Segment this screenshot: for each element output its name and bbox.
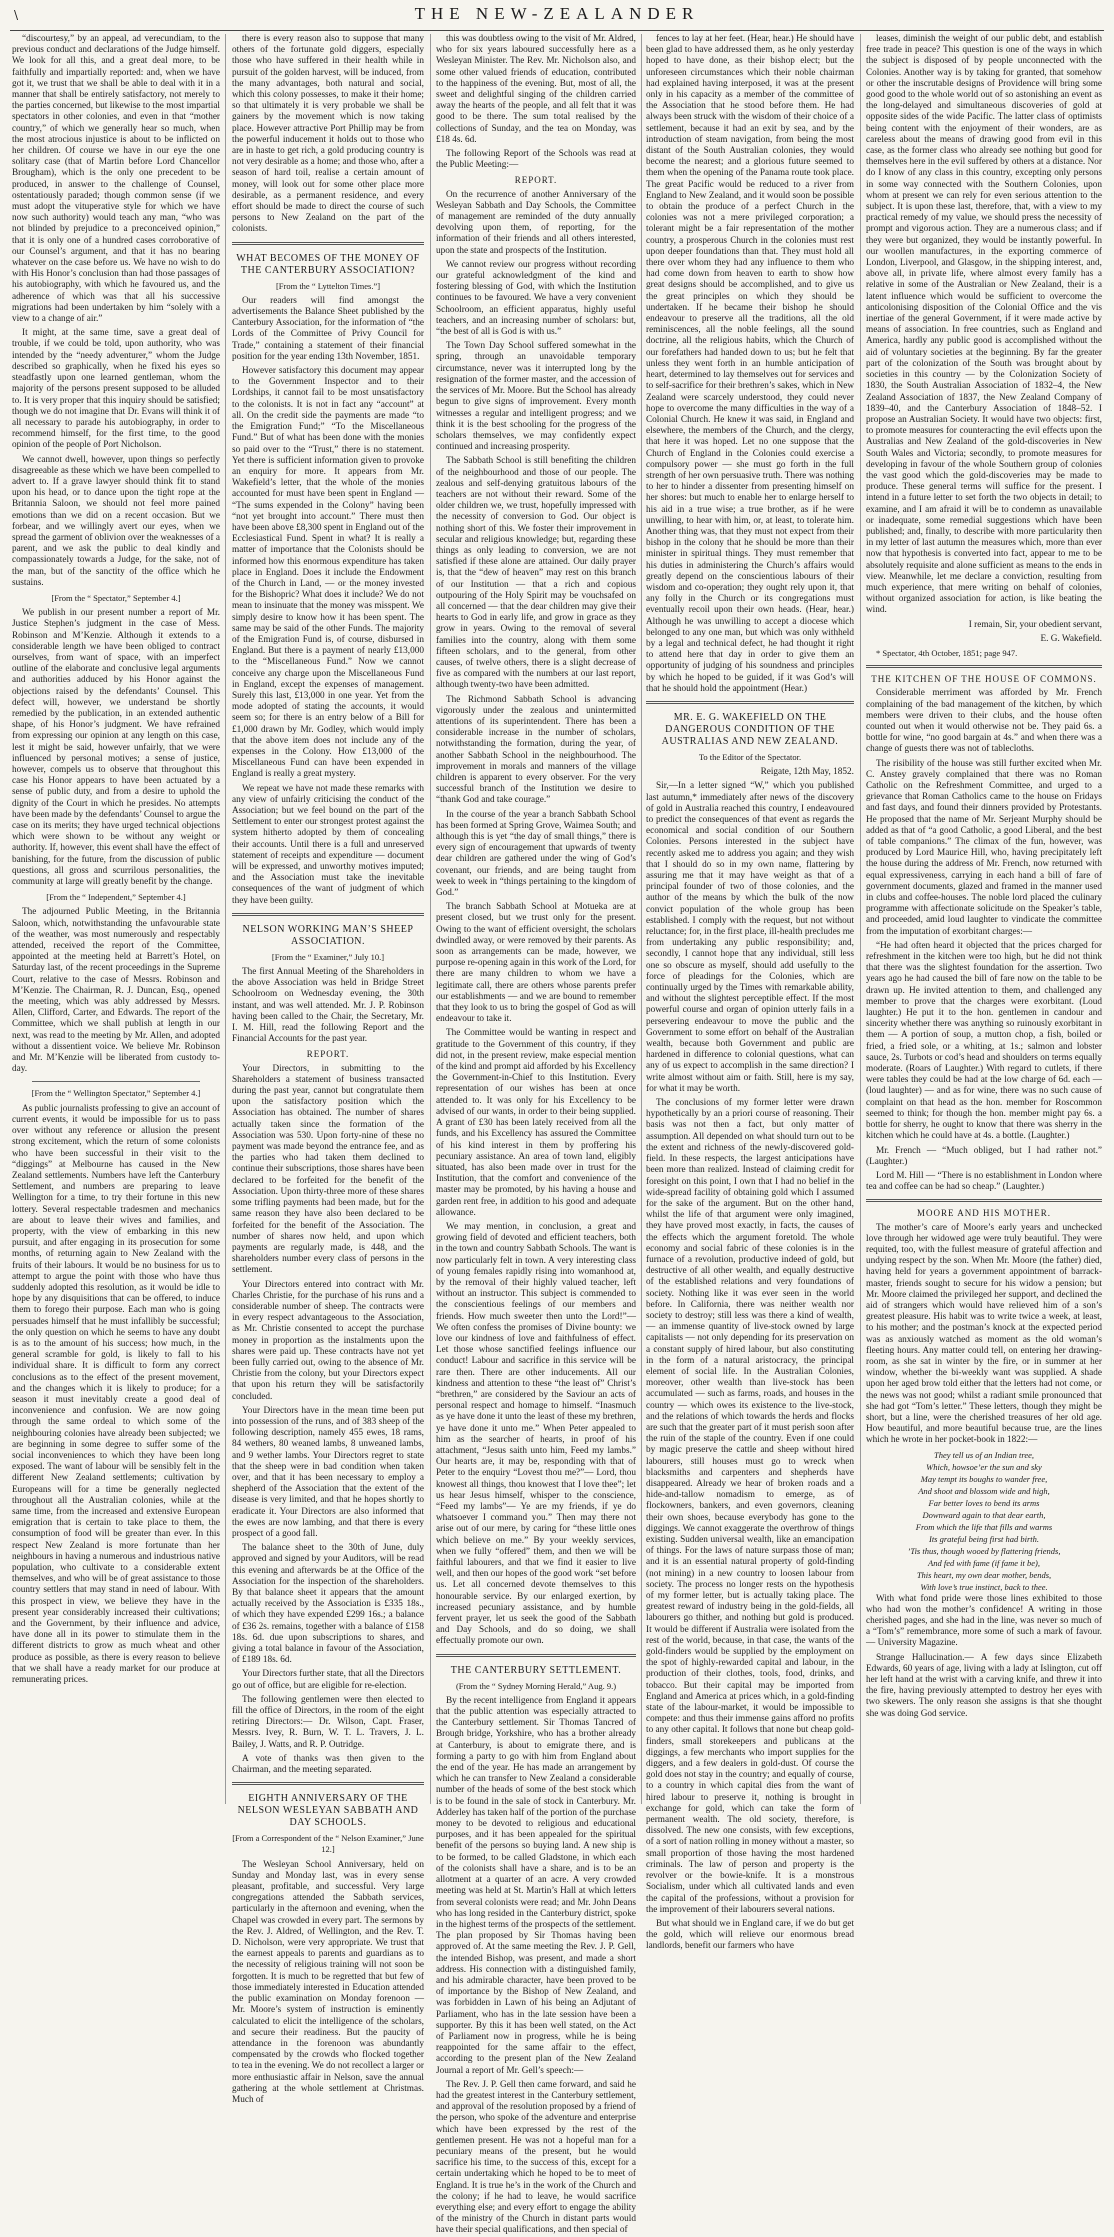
section-rule xyxy=(436,1654,636,1657)
masthead-rule xyxy=(10,30,1104,31)
paragraph: Your Directors further state, that all the Directors go out of office, but are eligible for re-election. xyxy=(232,1669,424,1691)
verse-line: Downward again to that dear earth, xyxy=(922,1509,1046,1520)
paragraph: leases, diminish the weight of our public debt, and establish free trade in peace? This question is one of the ways in which the subject is disposed of by people unconnected with the Colonies. Another way is by taking for granted, that somehow or other the inscrutable designs of Providence will bring some good good to the whole world out of so astonishing an event as the long-delayed and simultaneous discoveries of gold at opposite sides of the wide Pacific. The latter class of optimists being content with the enjoyment of their wonders, are as careless about the means of drawing good from evil in this case, as the former class who already see nothing but good for themselves here in the evil suffered by others at a distance. Nor do I know of any class in this country, excepting only persons in some way connected with the Southern Colonies, upon whom at present we can rely for even serious attention to the subject. It is upon these last, therefore, that, with a view to my practical remedy of my value, we should press the necessity of prompt and vigorous action. They are a numerous class; and if they were but organized, they would be instantly powerful. In our woollen manufactures, in the exporting commerce of London, Liverpool, and Glasgow, in the shipping interest, and, above all, in private life, where almost every family has a relative in some of the Australian or New Zealand, their is a latent influence which would be sufficient to overcome the anticolonising disposition of the Colonial Office and the vis inertiae of the general Government, if it were made active by means of association. In free countries, such as England and America, hardly any public good is accomplished without the aid of voluntary societies at the beginning. By far the greater part of the colonization of the South was brought about by societies in this country — by the Colonization Society of 1830, the South Australian Association of 1832–4, the New Zealand Association of 1837, the New Zealand Company of 1839–40, and the Canterbury Association of 1848–52. I propose an Australian Society. It would have two objects: first, to promote measures for counteracting the evil effects upon the Australias and New Zealand of the gold-discoveries in New South Wales and Victoria; secondly, to promote measures for developing in favour of the whole Southern group of colonies the vast good which the gold-discoveries may be made to produce. These general terms will suffice for the present. I intend in a future letter to set forth the two objects in detail; to examine, and I am afraid it will be to condemn as unavailable or inadequate, some remedial suggestions which have been published; and, finally, to describe with more particularity then in my letter of last autumn the measures which, more than ever now that hypothesis is converted into fact, appear to me to be absolutely requisite and alone sufficient as means to the ends in view. Meanwhile, let me declare a conviction, resulting from much experience, that mere writing on behalf of colonies, without organized association for action, is like beating the wind. xyxy=(866,34,1102,616)
paragraph: The Committee would be wanting in respect and gratitude to the Government of this country, if they did not, in the present review, make especial mention of the kind and prompt aid afforded by his Excellency the Government-in-Chief to this Institution. Every representation of our wishes has been at once attended to. It was only for his Excellency to be advised of our wants, in order to their being supplied. A grant of £30 has been lately received from all the funds, and his Excellency has assured the Committee of his kind interest in them by proffering his pecuniary assistance. An area of town land, eligibly situated, has also been made over in trust for the Institution, that the comfort and convenience of the master may be promoted, by his having a house and garden rent free, in addition to his good and adequate allowance. xyxy=(436,1028,636,1218)
paragraph: We cannot review our progress without recording our grateful acknowledgment of the kind and fostering blessing of God, with which the Institution continues to be favoured. We have a very convenient Schoolroom, an efficient apparatus, highly useful teachers, and an increasing number of scholars: but, “the best of all is God is with us.” xyxy=(436,259,636,338)
paragraph: In the course of the year a branch Sabbath School has been formed at Spring Grove, Waimea South; and although this is yet “the day of small things,” there is every sign of encouragement that upwards of twenty dear children are gathered under the wing of God’s covenant, our friends, and are being taught from week to week in “things pertaining to the kingdom of God.” xyxy=(436,809,636,899)
verse-line: Far better loves to bend its arms xyxy=(928,1497,1040,1508)
section-rule xyxy=(646,701,854,704)
paragraph: Lord M. Hill — “There is no establishment in London where tea and coffee can be had so cheap.” (Laughter.) xyxy=(866,1170,1102,1193)
paragraph: fences to lay at her feet. (Hear, hear.) He should have been glad to have addressed them, as he only yesterday hoped to have done, as their bishop elect; but the unforeseen circumstances which their noble chairman had explained having interposed, it was at the present only in his capacity as a member of the committee of the Association that he stood before them. He had always been struck with the wisdom of their choice of a settlement, because it had an exit by sea, and by the introduction of steam navigation, from being the most distant of the South Australian colonies, they would become the nearest; and a glorious future seemed to them when the opening of the Panama route took place. The great Pacific would be reduced to a river from England to New Zealand, and it would soon be possible to obtain the produce of a perfect Church in the colonies was not a mere privileged corporation; a tolerant might be a fair representation of the mother country, a prosperous Church in the colonies must rest upon deeper foundations than that. They must hold all there over whom they had any influence to them who had come down from heaven to earth to show how great designs should be accomplished, and to give us the great principles on which they should be undertaken. If he became their bishop he should endeavour to preserve all the traditions, all the old reminiscences, all the noble feelings, all the sound doctrine, all the religious habits, which the Church of our forefathers had handed down to us; but he felt that unless they went forth in an humble anticipation of heart, determined to lay themselves out for services and to self-sacrifice for their brethren’s sakes, which in New Zealand were scarcely understood, they could never hope to overcome the many difficulties in the way of a Colonial Church. He knew it was said, in England and elsewhere, the members of the Church, and the clergy, that here it was hoped. Let no one suppose that the Church of England in the Colonies could exercise a compulsory power — she must go forth in the full strength of her own persuasive truth. There was nothing to her to hinder a dissenter from presenting himself on her shores: but much to enable her to enlarge herself to his aid in a true wise; a true brother, as if he were unwilling, to hear with him, or, at least, to tolerate him. Another thing was, that they must not expect from their bishop in the colony that he should be more than their minister in spiritual things. They must remember that his duties in administering the Church’s affairs would greatly depend on the conscientious labours of their wisdom and co-operation; they ought rely upon it, that any folly in the Church or its congregations must eventually recoil upon their own heads. (Hear, hear.) Although he was unwilling to accept a diocese which belonged to any one man, but which was only withheld by a legal and technical defect, he had thought it right to attend here that day in order to give them an opportunity of judging of his soundness and principles by which he hoped to be guided, if it was God’s will that he should hold the appointment (Hear.) xyxy=(646,34,854,694)
paragraph: Strange Hallucination.— A few days since Elizabeth Edwards, 60 years of age, living with a lady at Islington, cut off her left hand at the wrist with a carving knife, and threw it into the fire, having previously attempted to destroy her eyes with two skewers. The only reason she assigns is that she thought she was doing God service. xyxy=(866,1652,1102,1719)
paragraph: “He had often heard it objected that the prices charged for refreshment in the kitchen were too high, but he did not think that there was the slightest foundation for the assertion. Two years ago he had caused the bill of fare now on the table to be drawn up. He invited attention to them, and challenged any member to prove that the charges were exorbitant. (Loud laughter.) He put it to the hon. gentlemen in candour and sincerity whether there was anything so ruinously exorbitant in them — A portion of soup, a mutton chop, a fish, boiled or fried, a fried sole, or a whiting, at 1s.; salmon and lobster sauce, 2s. Turbots or cod’s head and shoulders on terms equally moderate. (Roars of Laughter.) With regard to cutlets, if there were tables they could be had at the low charge of 6d. each — (loud laughter) — and as for wine, there was no such cause of complaint on that head as the hon. member for Roscommon seemed to think; for though the hon. member might pay 6s. a bottle for sherry, he ought to know that there was sherry in the kitchen which he could have at 4s. a bottle. (Laughter.) xyxy=(866,940,1102,1142)
section-heading: THE KITCHEN OF THE HOUSE OF COMMONS. xyxy=(871,674,1097,685)
verse-line: This heart, my own dear mother, bends, xyxy=(916,1569,1052,1580)
paragraph: Sir,—In a letter signed “W,” which you published last autumn,* immediately after news of the discovery of gold in Australia reached this country, I endeavoured to predict the consequences of that event as regards the economical and social condition of our Southern Colonies. Persons interested in the subject have recently asked me to address you again; and they wish that I should do so in my own name, flattering by assuring me that it may have weight as that of a principal founder of two of those colonies, and the author of the means by which the bulk of the now convict population of the whole group has been established. I comply with the request, but not without reluctance; for, in the first place, ill-health precludes me from undertaking any public responsibility; and, secondly, I cannot hope that any individual, still less one so obscure as myself, should add usefully to the force of pleadings for the Colonies, which are continually urged by the Times with remarkable ability, and without the slightest perceptible effect. If the most powerful course and organ of opinion utterly fails in a persevering endeavour to move the public and the Government to some effort on behalf of the Australian wealth, because both Government and public are hardened in difference to colonial questions, what can any of us expect to accomplish in the same direction? I write almost without aim or faith. Still, here is my say, for what it may be worth. xyxy=(646,781,854,1094)
article-headline: EIGHTH ANNIVERSARY OF THE NELSON WESLEYAN SABBATH AND DAY SCHOOLS. xyxy=(237,1793,419,1829)
paragraph: “discourtesy,” by an appeal, ad verecundiam, to the previous conduct and declarations of the Judge himself. We look for all this, and a great deal more, to be faithfully and impartially reported: and, when we have got it, we trust that we shall be able to deal with it in a manner that shall be entirely satisfactory, not merely to the parties concerned, but likewise to the most impartial spectators in other colonies, and even in that “mother country,” of which we generally hear so much, when the most atrocious injustice is about to be inflicted on her children. Of course we have in our eye the one solitary case (that of Martin before Lord Chancellor Brougham), which is the only one precedent to be produced, in answer to the challenge of Counsel, ostentatiously paraded; though common sense (if we must adopt the vituperative style for which we have now such authority) would teach any man, “who was not blinded by prejudice to a preconceived opinion,” that it is only one of a hundred cases corroborative of our Counsel’s argument, and that it has no bearing whatever on the case before us. We have no wish to do with His Honor’s conclusion than had those passages of his autobiography, with which he favoured us, and the adherence of which was that all his successive migrations had been undertaken by him “solely with a view to a change of air.” xyxy=(12,34,220,325)
paragraph: We repeat we have not made these remarks with any view of unfairly criticising the conduct of the Association; but we feel bound on the part of the Settlement to enter our strongest protest against the system hitherto adopted by them of concealing their accounts. Until there is a full and unreserved statement of receipts and expenditure — document will be expressed, and unworthy motives imputed; and the Association must take the inevitable consequences of the want of judgment of which they have been guilty. xyxy=(232,783,424,906)
section-rule xyxy=(232,1782,424,1785)
paragraph: Your Directors, in submitting to the Shareholders a statement of business transacted during the past year, cannot but congratulate them upon the satisfactory position which the Association has obtained. The number of shares actually taken since the formation of the Association was 530. Upon forty-nine of these no payment was made beyond the entrance fee, and as the parties who had taken them declined to continue their subscriptions, those shares have been declared to be forfeited for the benefit of the Association. Upon thirty-three more of these shares some trifling payments had been made, but for the same reason they have also been declared to be forfeited for the benefit of the Association. The number of shares now held, and upon which payments are regularly made, is 448, and the shareholders number every class of persons in the settlement. xyxy=(232,1063,424,1276)
paragraph: However satisfactory this document may appear to the Government Inspector and to their Lordships, it cannot fail to be most unsatisfactory to the colonists. It is not in fact any “account” at all. On the credit side the payments are made “to the Emigration Fund;” “To the Miscellaneous Fund.” But of what has been done with the monies so paid over to the “Trust,” there is no statement. Yet there is sufficient information given to provoke an enquiry for more. It appears from Mr. Wakefield’s letter, that the whole of the monies accounted for must have been spent in England — “The sums expended in the Colony” having been “not yet brought into account.” There must then have been above £8,300 spent in England out of the Ecclesiastical Fund. Spent in what? It is really a matter of importance that the Colonists should be informed how this enormous expenditure has taken place in England. Does it include the Endowment of the Church in Land, — or the money invested for the Bishopric? What does it include? We do not mean to insinuate that the money was misspent. We simply desire to know how it has been spent. The same may be said of the other Funds. The majority of the Emigration Fund is, of course, disbursed in England. But there is a payment of nearly £13,000 to the “Miscellaneous Fund.” Now we cannot conceive any charge upon the Miscellaneous Fund in England, except the expenses of management. Surely this last, £13,000 in one year. Yet from the mode adopted of stating the accounts, it would seem so; for there is an entry below of a Bill for £1,000 drawn by Mr. Godley, which would imply that the above item does not include any of the expenses in the Colony. How £13,000 of the Miscellaneous Fund can have been expended in England is really a great mystery. xyxy=(232,366,424,780)
dedication-line: To the Editor of the Spectator. xyxy=(698,751,802,762)
paragraph: The risibility of the house was still further excited when Mr. C. Anstey gravely complained that there was no Roman Catholic on the Refreshment Committee, and urged to a grievance that Roman Catholics came to the house on Fridays and fast days, and found their dinners provided by Protestants. He proposed that the name of Mr. Serjeant Murphy should be added as that of “a good Catholic, a good Liberal, and the best of table companions.” The climax of the fun, however, was produced by Lord Maurice Hill, who, having precipitately left the house during the address of Mr. French, now returned with equal expressiveness, carrying in each hand a bill of fare of government documents, glazed and framed in the manner used in clubs and coffee-houses. The noble lord placed the culinary programme with affectionate solicitude on the Speaker’s table, and proceeded, amid loud laughter to vindicate the committee from the imputation of exorbitant charges:— xyxy=(866,758,1102,937)
verse-line: They tell us of an Indian tree, xyxy=(933,1449,1035,1460)
paragraph: A vote of thanks was then given to the Chairman, and the meeting separated. xyxy=(232,1753,424,1776)
source-line: [From the “ Independent,” September 4.] xyxy=(46,892,186,903)
signature-line: I remain, Sir, your obedient servant, xyxy=(968,619,1102,630)
paragraph: this was doubtless owing to the visit of Mr. Aldred, who for six years laboured successfully here as a Wesleyan Minister. The Rev. Mr. Nicholson also, and some other valued friends of education, contributed to the happiness of the evening. But, most of all, the sweet and delightful singing of the children carried away the hearts of the people, and all felt that it was good to be there. The sum total realised by the collections of Sunday, and the tea on Monday, was £18 4s. 6d. xyxy=(436,34,636,145)
column-divider xyxy=(860,34,861,1804)
source-line: [From the “ Lyttelton Times.”] xyxy=(275,280,381,291)
paragraph: The first Annual Meeting of the Shareholders in the above Association was held in Bridge Street Schoolroom on Wednesday evening, the 30th instant, and was well attended. Mr. J. P. Robinson having been called to the Chair, the Secretary, Mr. I. M. Hill, read the following Report and the Financial Accounts for the past year. xyxy=(232,967,424,1045)
paragraph: there is every reason also to suppose that many others of the fortunate gold diggers, especially those who have suffered in their health while in pursuit of the golden harvest, will be induced, from the many advantages, both natural and social, which this colony possesses, to make it their home; so that ultimately it is very probable we shall be gainers by the movement which is now taking place. However attractive Port Phillip may be from the powerful inducement it holds out to those who are in haste to get rich, a gold producing country is not very desirable as a home; and those who, after a season of hard toil, realise a certain amount of money, will look out for some other place more desirable, as a permanent residence, and every effort should be made to direct the course of such persons to New Zealand on the part of the colonists. xyxy=(232,34,424,235)
section-rule xyxy=(32,1081,200,1082)
verse-line: And shoot and blossom wide and high, xyxy=(918,1485,1050,1496)
section-rule xyxy=(232,913,424,916)
paragraph: The Rev. J. P. Gell then came forward, and said he had the greatest interest in the Canterbury settlement, and approval of the resolution proposed by a friend of the person, who spoke of the adventure and enterprise which have been expressed by the rest of the gentlemen present. He was not a hopeful man for a pecuniary means of the present, but he would sacrifice his time, to the success of this, except for a certain undertaking which he hoped to be to meet of England. It is true he’s in the work of the Church and the colony; if he had to leave, he would sacrifice everything else; and every effort to engage the ability of the ministry of the Church in distant parts would have their special qualifications, and then special of xyxy=(436,2079,636,2236)
column-5 xyxy=(866,34,1102,1804)
paragraph: It might, at the same time, save a great deal of trouble, if we could be told, upon authority, who was intended by the “needy adventurer,” whom the Judge described so graphically, when he fixed his eyes so steadfastly upon one learned gentleman, whom the majority of the persons present supposed to be alluded to. It is very proper that this inquiry should be satisfied; though we do not imagine that Dr. Evans will think it of all necessary to parade his autobiography, in order to recommend himself, for the first time, to the good opinion of the people of Port Nicholson. xyxy=(12,328,220,451)
masthead-title: THE NEW-ZEALANDER xyxy=(414,4,700,23)
paragraph: The following Report of the Schools was read at the Public Meeting:— xyxy=(436,149,636,171)
paragraph: The Town Day School suffered somewhat in the spring, through an unavoidable temporary circumstance, never was it interrupted long by the resignation of the former master, and the accession of the services of Mr. Moore. But the School has already begun to give signs of improvement. Every month witnesses a regular and intelligent progress; and we think it is the best schooling for the progress of the scholars themselves, we may confidently expect continued and increasing prosperity. xyxy=(436,341,636,453)
verse-line: Which, howsoe’er the sun and sky xyxy=(926,1461,1042,1472)
article-headline: NELSON WORKING MAN’S SHEEP ASSOCIATION. xyxy=(242,923,414,947)
section-heading: REPORT. xyxy=(306,1049,350,1060)
source-line: [From the “ Wellington Spectator,” September 4.] xyxy=(31,1088,201,1099)
verse-line: With love’s true instinct, back to thee. xyxy=(920,1581,1048,1592)
paragraph: The Wesleyan School Anniversary, held on Sunday and Monday last, was in every sense pleasant, profitable, and successful. Very large congregations attended the Sabbath services, particularly in the afternoon and evening, when the Chapel was crowded in every part. The sermons by the Rev. J. Aldred, of Wellington, and the Rev. T. D. Nicholson, were very appropriate. We trust that the earnest appeals to parents and guardians as to the necessity of religious training will not soon be forgotten. It is much to be regretted that but few of those immediately interested in Education attended the public examination on Monday forenoon — Mr. Moore’s system of instruction is eminently calculated to elicit the intelligence of the scholars, and secure their readiness. But the paucity of attendance in the forenoon was abundantly compensated by the crowds who flocked together to tea in the evening. We do not recollect a larger or more enthusiastic affair in Nelson, save the annual gathering at the whole settlement at Christmas. Much of xyxy=(232,1859,424,2105)
article-headline: MR. E. G. WAKEFIELD ON THE DANGEROUS CONDITION OF THE AUSTRALIAS AND NEW ZEALAND. xyxy=(661,711,839,747)
paragraph: On the recurrence of another Anniversary of the Wesleyan Sabbath and Day Schools, the Committee of management are reminded of the duty annually devolving upon them, of reporting, for the information of their friends and all others interested, upon the state and prospects of the Institution. xyxy=(436,189,636,256)
section-rule xyxy=(232,242,424,245)
paragraph: By the recent intelligence from England it appears that the public attention was especially attracted to the Canterbury settlement. Sir Thomas Tancred of Brough bridge, Yorkshire, who has a brother already at Canterbury, is about to emigrate there, and is forming a party to go with him from England about the end of the year. He has made an arrangement by which he can transfer to New Zealand a considerable number of the heads of some of the best stock which is to be found in the sale of stock in Canterbury. Mr. Adderley has taken half of the portion of the purchase money to be devoted to religious and educational purposes, and it has been appealed for the spiritual benefit of the persons so buying land. A new ship is to be formed, to be called Gladstone, in which each of the colonists shall have a share, and is to be an allotment at a quarter of an acre. A very crowded meeting was held at St. Martin’s Hall at which letters from several colonists were read; and Mr. John Deans who has long resided in the Canterbury district, spoke in the highest terms of the prospects of the settlement. The plan proposed by Sir Thomas having been approved of. At the same meeting the Rev. J. P. Gell, the intended Bishop, was present, and made a short address. His connection with a distinguished family, and his admirable character, have been proved to be of importance by the Bishop of New Zealand, and was forbidden in Lawn of his being an Adjutant of Parliament, who has in the late session have been a supporter. By this it has been well stated, on the Act of Parliament now in progress, while he is being reappointed for the same affair to the effect, according to the present plan of the New Zealand Journal a report of Mr. Gell’s speech:— xyxy=(436,1695,636,2076)
paragraph: The balance sheet to the 30th of June, duly approved and signed by your Auditors, will be read this evening and afterwards be at the Office of the Association for the inspection of the shareholders. By that balance sheet it appears that the amount actually received by the Association is £335 18s., of which they have expended £299 16s.; a balance of £36 2s. remains, together with a balance of £158 18s. 6d. due upon subscriptions to shares, and giving a total balance in favour of the Association, of £189 18s. 6d. xyxy=(232,1543,424,1666)
paragraph: The Richmond Sabbath School is advancing vigorously under the zealous and unintermitted attentions of its superintendent. There has been a considerable increase in the number of scholars, notwithstanding the formation, during the year, of another Sabbath School in the neighbourhood. The improvement in morals and manners of the village children is apparent to every observer. For the very successful branch of the Institution we desire to “thank God and take courage.” xyxy=(436,694,636,806)
paragraph: Your Directors entered into contract with Mr. Charles Christie, for the purchase of his runs and a considerable number of sheep. The contracts were in every respect advantageous to the Association, as Mr. Christie consented to accept the purchase money in proportion as the instalments upon the shares were paid up. These contracts have not yet been fully carried out, owing to the absence of Mr. Christie from the colony, but your Directors expect that upon his return they will be satisfactorily concluded. xyxy=(232,1279,424,1402)
column-1 xyxy=(12,34,220,1804)
paragraph: The following gentlemen were then elected to fill the office of Directors, in the room of the eight retiring Directors:— Dr. Wilson, Capt. Fraser, Messrs. Ivey, R. Burn, W. T. L. Travers, J. L. Bailey, J. Watts, and R. P. Outridge. xyxy=(232,1694,424,1750)
verse-line: From which the life that fills and warms xyxy=(915,1521,1053,1532)
article-headline: THE CANTERBURY SETTLEMENT. xyxy=(450,1664,622,1676)
section-heading: REPORT. xyxy=(514,175,558,186)
footnote: * Spectator, 4th October, 1851; page 947. xyxy=(876,647,1018,658)
paragraph: We may mention, in conclusion, a great and growing field of devoted and efficient teachers, both in the town and country Sabbath Schools. The want is now particularly felt in town. A very interesting class of young females rapidly rising into womanhood at, by the removal of their highly valued teacher, left without an instructor. This subject is commended to the conscientious feelings of our members and friends. How much sweeter then unto the Lord!”— We often confess the promises of Divine bounty: we love our kindness of love and faithfulness of effect. Let those whose sanctified feelings influence our conduct! Labour and sacrifice in this service will be rare then. There are other inducements. All our kindness and attention to these “the least of” Christ’s “brethren,” are considered by the Saviour an acts of personal respect and homage to himself. “Inasmuch as ye have done it unto the least of these my brethren, ye have done it unto me.” When Peter appealed to him as the searcher of hearts, in proof of his attachment, “Jesus saith unto him, Feed my lambs.” Our hearts are, it may be, responding with that of Peter to the enquiry “Lovest thou me?”— Lord, thou knowest all things, thou knowest that I love thee”; let us hear Jesus himself, whisper to the conscience, “Feed my lambs”— Ye are my friends, if ye do whatsoever I command you.” Then may there not arise out of our mere, by caring for “these little ones which believe on me.” By your weekly services, when we fully “offered” them, and then we will be faithful labourers, and that we find it easier to live well, and then our hopes of the good work “set before us. Let all concerned devote themselves to this honourable service. By our enlarged exertion, by increased pecuniary assistance, and by humble fervent prayer, let us seek the good of the Sabbath and Day Schools, and do so doing, we shall effectually promote our own. xyxy=(436,1221,636,1647)
verse-line: And fed with fame (if fame it be), xyxy=(928,1557,1040,1568)
dateline: Reigate, 12th May, 1852. xyxy=(760,767,854,778)
paragraph: Mr. French — “Much obliged, but I had rather not.” (Laughter.) xyxy=(866,1145,1102,1167)
source-line: [From the “ Examiner,” July 10.] xyxy=(271,951,385,962)
corner-mark: \ xyxy=(14,8,19,22)
paragraph: As public journalists professing to give an account of current events, it would be impossible for us to pass over without any reference or allusion the present strong excitement, which the return of some colonists who have been successful in their visit to the “diggings” at Melbourne has caused in the New Zealand settlements. Numbers have left the Canterbury Settlement, and numbers are preparing to leave Wellington for a time, to try their fortune in this new lottery. Several respectable tradesmen and mechanics are about to leave their wives and families, and property, with the view of embarking in this new pursuit, and after engaging in its prosecution for some months, of returning again to New Zealand with the fruits of their labours. It would be no business for us to attempt to argue the point with those who have thus suddenly adopted this resolution, as it would be idle to hope by any disquisitions that can be offered, to induce them to forego their purpose. Each man who is going persuades himself that he must infallibly be successful; the only question on which he seems to have any doubt is as to the amount of his success; how much, in the general scramble for gold, is likely to fall to his individual share. It is difficult to form any correct conclusions as to the effect of the present movement, and the changes which it is likely to produce; for a season it must inevitably create a good deal of inconvenience and confusion. We are now going through the same ordeal to which some of the neighbouring colonies have already been subjected; we are beginning in some degree to suffer some of the social inconveniences to which they have been long exposed. The want of labour will be sensibly felt in the different New Zealand settlements; cultivation by Europeans will for a time be generally neglected throughout all the Australian colonies, while at the same time, from the increased and extensive European emigration that is certain to take place to them, the consumption of food will be greater than ever. In this respect New Zealand is more fortunate than her neighbours in having a numerous and industrious native population, who cultivate to a considerable extent themselves, and who will be of great assistance to those country settlers that may stand in need of labour. With this prospect in view, we believe they have in the present year considerably increased their cultivations; and the Government, by their influence and advice, have done all in its power to stimulate them in the different districts to grow as much wheat and other produce as possible, as there is every reason to believe that we shall have a ready market for our produce at remunerating prices. xyxy=(12,1103,220,1686)
column-2 xyxy=(232,34,424,2105)
signature-name: E. G. Wakefield. xyxy=(1040,633,1102,644)
source-line: [From a Correspondent of the “ Nelson Examiner,” June 12.] xyxy=(232,1833,424,1855)
verse-line: May tempt its boughs to wander free, xyxy=(920,1473,1048,1484)
verse-line: ’Tis thus, though wooed by flattering friends, xyxy=(907,1545,1061,1556)
paragraph: The Sabbath School is still benefiting the children of the neighbourhood and those of our people. The zealous and self-denying gratuitous labours of the teachers are not without their reward. Some of the older children we, we trust, hopefully impressed with the necessity of conversion to God. Our object is nothing short of this. We foster their improvement in secular and religious knowledge; but, regarding these things as only leading to conversion, we are not satisfied if these alone are attained. Our daily prayer is, that the “dew of heaven” may rest on this branch of our Institution — that a rich and copious outpouring of the Holy Spirit may be vouchsafed on all concerned — that the dear children may give their hearts to God in early life, and grow in grace as they grow in years. Owing to the removal of several families into the country, along with them some fifteen scholars, and to the general, from other causes, of twelve others, there is a slight decrease of five as compared with the numbers at our last report, although twenty-two have been admitted. xyxy=(436,456,636,691)
paragraph: The adjourned Public Meeting, in the Britannia Saloon, which, notwithstanding the unfavourable state of the weather, was most numerously and respectably attended, received the report of the Committee, appointed at the meeting held at Barrett’s Hotel, on Saturday last, of the recent proceedings in the Supreme Court, relative to the case of Messrs. Robinson and M’Kenzie. The Chairman, R. J. Duncan, Esq., opened the meeting, which was ably addressed by Messrs. Allen, Clifford, Carter, and Edwards. The report of the Committee, which we shall publish at length in our next, was read to the meeting by Mr. Allen, and adopted without a dissentient voice. We believe Mr. Robinson and Mr. M’Kenzie will be liberated from custody to-day. xyxy=(12,907,220,1075)
column-divider xyxy=(641,34,642,1804)
source-line: (From the “ Sydney Morning Herald,” Aug. 9.) xyxy=(455,1680,617,1691)
article-headline: WHAT BECOMES OF THE MONEY OF THE CANTERBURY ASSOCIATION? xyxy=(236,252,420,276)
paragraph: Considerable merriment was afforded by Mr. French complaining of the bad management of the kitchen, by which members were driven to their clubs, and the house often counted out when it would otherwise not be. They paid 6s. a bottle for wine, “no good bargain at 4s.” and when there was a change of guests there was not of tablecloths. xyxy=(866,688,1102,755)
paragraph: The branch Sabbath School at Motueka are at present closed, but we trust only for the present. Owing to the want of efficient oversight, the scholars dwindled away, or were removed by their parents. As soon as arrangements can be made, however, we purpose re-opening again in this work of the Lord, for there are many children to whom we have a legitimate call, there are others whose parents prefer our establishments — and we are bound to remember that they look to us to bring the gospel of God as will endeavour to take it. xyxy=(436,902,636,1025)
section-heading: MOORE AND HIS MOTHER. xyxy=(916,1208,1051,1219)
section-rule xyxy=(866,1199,1102,1202)
column-divider xyxy=(430,34,431,1804)
column-3 xyxy=(436,34,636,2236)
verse-line: Its grateful being first had birth. xyxy=(928,1533,1040,1544)
paragraph: We cannot dwell, however, upon things so perfectly disagreeable as these which we have been compelled to advert to. If a grave lawyer should think fit to stand upon his head, or to dance upon the tight rope at the Britannia Saloon, we should not feel more pained emotions than we did on a recent occasion. But we forbear, and we willingly avert our eyes, when we spread the garment of oblivion over the weaknesses of a parent, and we ask the public to deal kindly and compassionately towards a Judge, for the sake, not of the man, but of the sanctity of the office which he sustains. xyxy=(12,454,220,588)
source-line: [From the “ Spectator,” September 4.] xyxy=(51,592,181,603)
paragraph: With what fond pride were those lines exhibited to those who had won the mother’s confidence! A writing in those cherished pages, and she had in the line, was never so much of a “Tom’s” remembrance, more some of such a mark of favour.— University Magazine. xyxy=(866,1593,1102,1649)
paragraph: The conclusions of my former letter were drawn hypothetically by an a priori course of reasoning. Their basis was not then a fact, but only matter of assumption. All depended on what should turn out to be the extent and richness of the newly-discovered gold-field. In these respects, the largest anticipations have been more than realized. Instead of claiming credit for foresight on this point, I own that I had no belief in the wide-spread facility of obtaining gold which I assumed for the sake of the argument. But on the other hand, whilst the life of that argument were only imagined, they have proved most exactly, in facts, the causes of the effects which the argument foretold. The whole economy and social fabric of these colonies is in the furnace of a revolution, productive indeed of gold, but destructive of all other wealth, and equally destructive of the established relations and very foundations of society. Nothing like it was ever seen in the world before. In California, there was neither wealth nor society to destroy; still less was there a kind of wealth, — an immense quantity of live-stock owned by large capitalists — not only depending for its preservation on a constant supply of hired labour, but also constituting in the form of a natural aristocracy, the principal element of social life. In the Australian Colonies, moreover, other wealth than live-stock has been accumulated — such as farms, roads, and houses in the country — which owes its existence to the live-stock, and the relations of which towards the herds and flocks are such that the greater part of it must perish soon after the ruin of the staple of the country. Even if one could by magic preserve the cattle and sheep without hired labourers, still houses must go to wreck when blacksmiths and carpenters and shepherds have disappeared. Already we hear of broken roads and a hide-and-tallow nomadism to emerge, as of flockowners, bankers, and even governors, cleaning their own shoes, because everybody has gone to the diggings. We cannot exaggerate the overthrow of things existing. Sudden universal wealth, like an emancipation of things. For the laws of nature surpass those of man; and it is an essential natural property of gold-finding (not mining) in a new country to loosen labour from society. The process no longer rests on the hypothesis of my former letter, but is actually taking place. The greatest reward of industry being in the gold-fields, all labourers go thither, and nothing but gold is produced. It would be different if Australia were isolated from the rest of the world, because, in that case, the wants of the gold-finders would be supplied by the employment on the spot of highly-rewarded capital and labour, in the production of their clothes, tools, food, drinks, and tobacco. But their capital may be imported from England and America at prices which, in a gold-finding state of the labour-market, it would be impossible to compete: and thus their immense gains afford no profits to any other capital. It follows that none but cheap gold-finders, small storekeepers and publicans at the diggings, a few merchants who import supplies for the diggers, and a few dealers in gold-dust. Of course the gold does not stay in the country; and equally of course, to a country in which capital dies from the want of hired labour to preserve it, nothing is brought in exchange for gold, which can take the form of permanent wealth. The old society, therefore, is dissolved. The new one consists, with few exceptions, of a sort of nation rolling in money without a master, so small proportion of those having the most hardened criminals. The law of person and property is the revolver or the bowie-knife. It is a monstrous Socialism, under which all cultivated lands and even the capital of the professions, without a provision for the improvement of their labourers several nations. xyxy=(646,1098,854,1915)
section-rule xyxy=(866,665,1102,668)
paragraph: But what should we in England care, if we do but get the gold, which will relieve our enormous bread landlords, benefit our farmers who have xyxy=(646,1918,854,1952)
column-4 xyxy=(646,34,854,1952)
paragraph: Your Directors have in the mean time been put into possession of the runs, and of 383 sheep of the following description, namely 455 ewes, 18 rams, 84 wethers, 80 weaned lambs, 8 unweaned lambs, and 9 wether lambs. Your Directors regret to state that the sheep were in bad condition when taken over, and that it has been necessary to employ a shepherd of the Association that the extent of the disease is very limited, and that he hopes shortly to eradicate it. Your Directors are also informed that the ewes are now lambing, and that there is every prospect of a good fall. xyxy=(232,1405,424,1539)
paragraph: Our readers will find amongst the advertisements the Balance Sheet published by the Canterbury Association, for the information of “the Lords of the Committee of Privy Council for Trade,” containing a statement of their financial position for the year ending 13th November, 1851. xyxy=(232,295,424,362)
column-divider xyxy=(225,34,226,1804)
paragraph: The mother’s care of Moore’s early years and unchecked love through her widowed age were truly beautiful. They were requited, too, with the fullest measure of grateful affection and undying respect by the son. When Mr. Moore (the father) died, having held for years a government appointment of barrack-master, friends sought to secure for his widow a pension; but Mr. Moore claimed the privileged her support, and declined the aid of strangers which would have relieved him of a son’s greatest pleasure. His habit was to write twice a week, at least, to his mother; and the postman’s knock at the expected period was as anxiously watched as moment as the old woman’s fleeting hours. Any matter could tell, on entering her drawing-room, as she sat in winter by the fire, or in summer at her window, whether the bi-weekly want was supplied. A shade upon her aged brow told either that the letters had not come, or the news was not good; whilst a radiant smile pronounced that she had got “Tom’s letter.” These letters, though they might be short, but a line, were the cherished treasures of her old age. How beautiful, and more beautiful because true, are the lines which he wrote in her pocket-book in 1822:— xyxy=(866,1222,1102,1446)
paragraph: We publish in our present number a report of Mr. Justice Stephen’s judgment in the case of Mess. Robinson and M’Kenzie. Although it extends to a considerable length we have been obliged to contract ourselves, from want of space, with an imperfect outline of the elaborate and conclusive legal arguments and authorities adduced by his Honor against the objections raised by the defendants’ Counsel. This defect will, however, we understand be shortly remedied by the publication, in an extended authentic shape, of his Honor’s judgment. We have refrained from expressing our opinion at any length on this case, lest it might be said, however unfairly, that we were influenced by personal motives; a sense of justice, however, compels us to observe that throughout this case his Honor appears to have been actuated by a sense of public duty, and from a desire to uphold the dignity of the Court in which he presides. No attempts have been made by the defendants’ Counsel to argue the case on its merits; they have urged technical objections which were shown to be without any weight or authority. If, however, this event shall have the effect of banishing, for the future, from the discussion of public questions, all gross and scurrilous personalities, the community at large will greatly benefit by the change. xyxy=(12,608,220,888)
